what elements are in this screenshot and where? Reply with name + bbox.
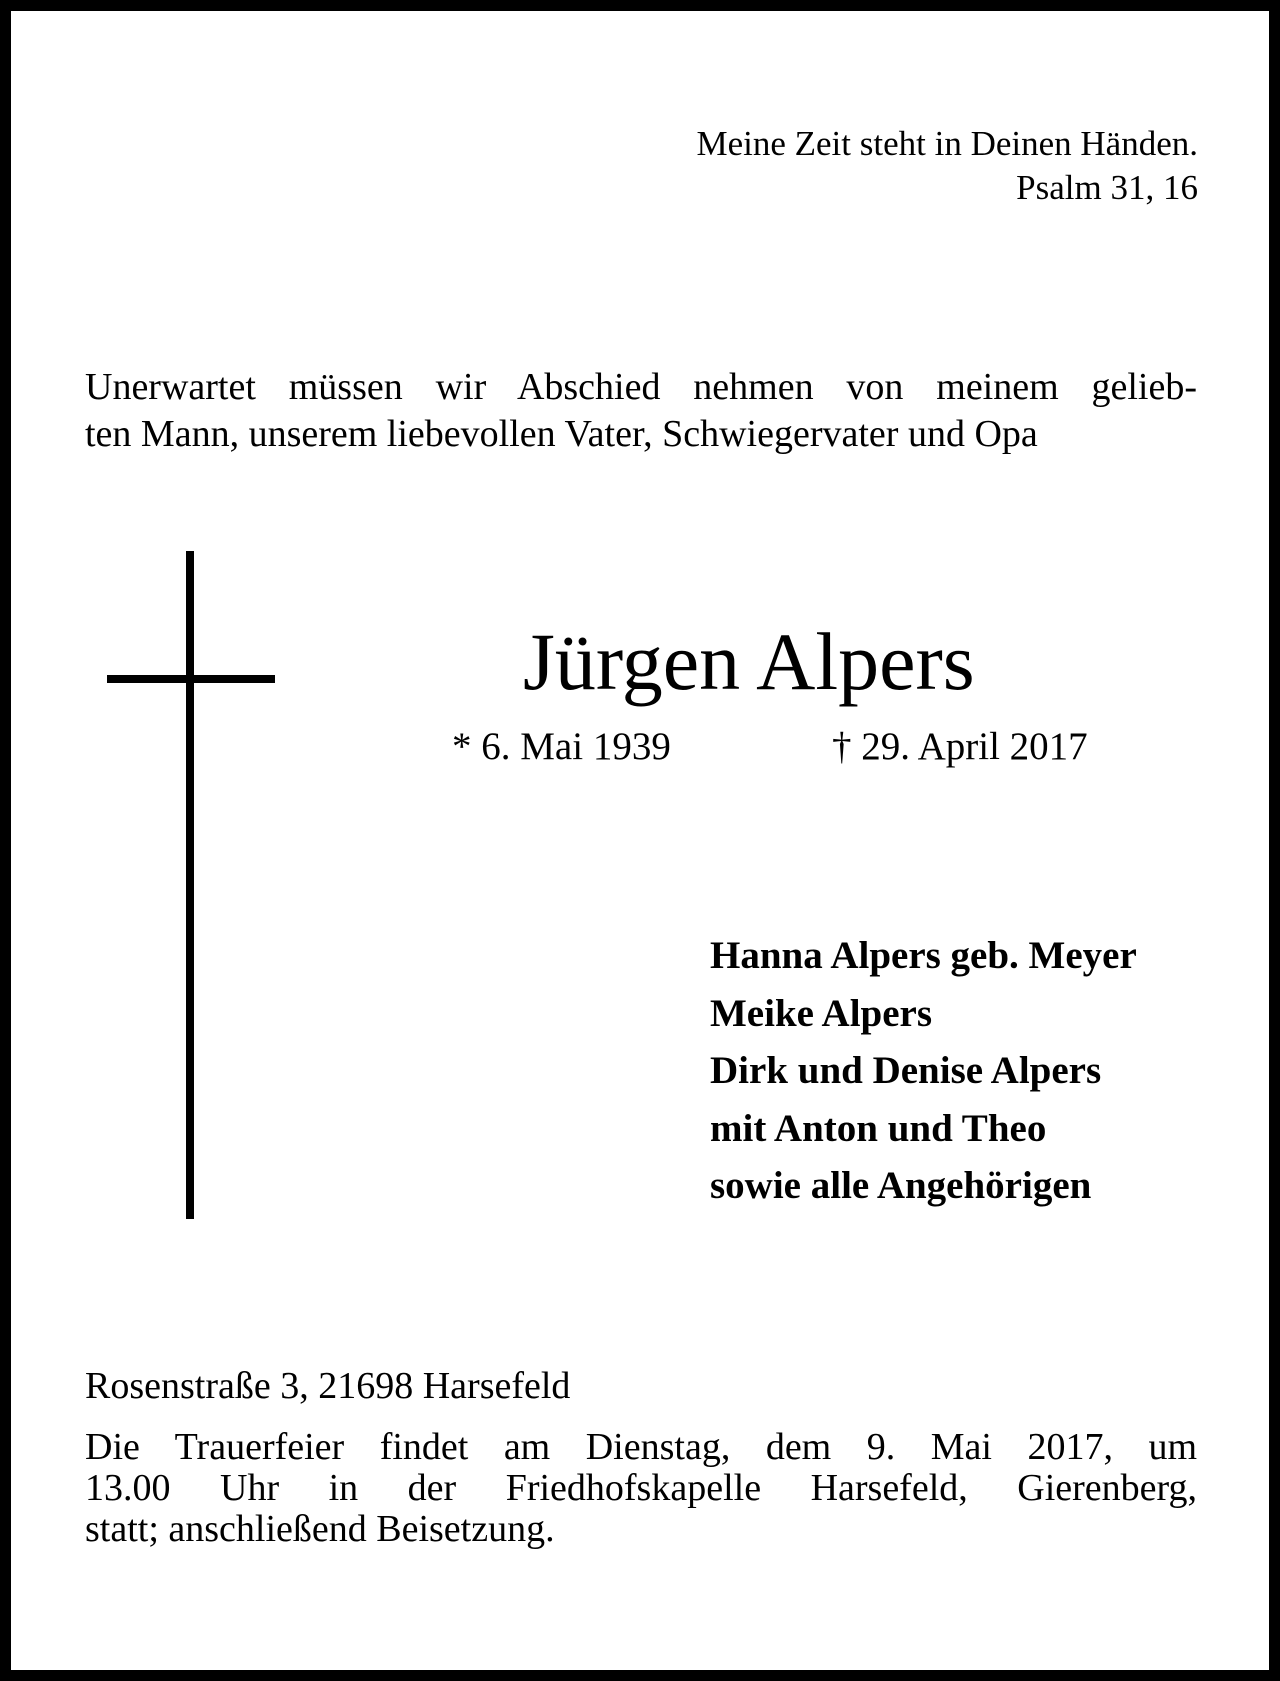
birth-date: * 6. Mai 1939 xyxy=(452,725,671,768)
cross-icon xyxy=(107,551,275,1219)
death-date: † 29. April 2017 xyxy=(832,725,1088,768)
quote-source: Psalm 31, 16 xyxy=(1016,168,1198,207)
ceremony-line: statt; anschließend Beisetzung. xyxy=(85,1508,555,1550)
mourner-line: mit Anton und Theo xyxy=(710,1106,1047,1150)
mourner-line: Hanna Alpers geb. Meyer xyxy=(710,934,1137,977)
intro-line: ten Mann, unserem liebevollen Vater, Schwiegervater und Opa xyxy=(85,413,1038,455)
deceased-name: Jürgen Alpers xyxy=(523,616,975,707)
bible-quote xyxy=(696,122,1198,210)
intro-text xyxy=(85,364,1197,458)
intro-line: Unerwartet müssen wir Abschied nehmen von meinem gelieb- xyxy=(85,366,1197,408)
mourners-list xyxy=(710,927,1137,1215)
ceremony-text xyxy=(85,1427,1197,1550)
quote-text: Meine Zeit steht in Deinen Händen. xyxy=(696,124,1198,163)
mourner-line: sowie alle Angehörigen xyxy=(710,1164,1092,1207)
address: Rosenstraße 3, 21698 Harsefeld xyxy=(85,1365,571,1407)
mourner-line: Dirk und Denise Alpers xyxy=(710,1049,1102,1092)
ceremony-line: Die Trauerfeier findet am Dienstag, dem 9. Mai 2017, um xyxy=(85,1426,1197,1468)
ceremony-line: 13.00 Uhr in der Friedhofskapelle Harsefeld, Gierenberg, xyxy=(85,1467,1197,1509)
mourner-line: Meike Alpers xyxy=(710,991,933,1035)
cross-horizontal-bar xyxy=(107,675,275,683)
cross-vertical-bar xyxy=(186,551,194,1219)
